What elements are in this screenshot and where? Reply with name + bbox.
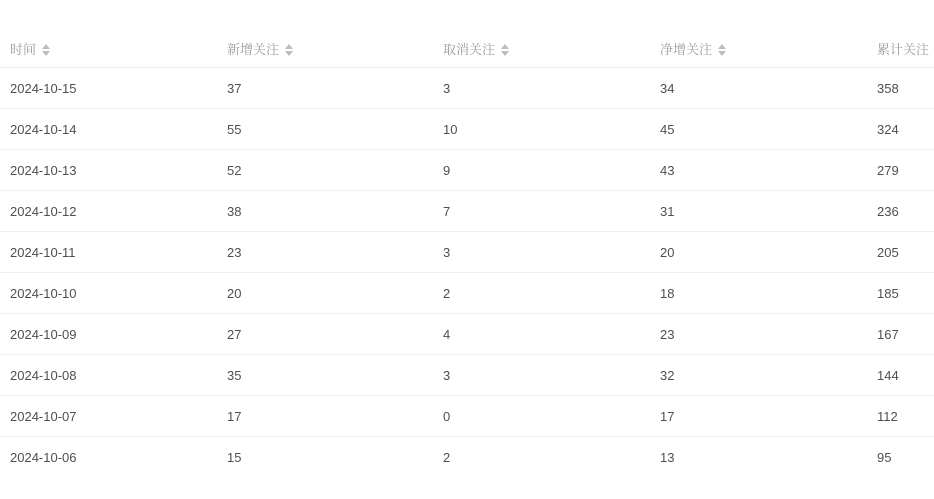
table-row <box>0 68 934 109</box>
cell-net-follows: 13 <box>660 449 675 465</box>
cell-new-follows: 23 <box>217 232 433 273</box>
cell-net-follows: 20 <box>650 232 867 273</box>
column-label: 取消关注 <box>443 41 496 57</box>
column-label: 新增关注 <box>227 41 280 57</box>
cell-net-follows: 31 <box>650 191 867 232</box>
cell-date: 2024-10-14 <box>0 109 217 150</box>
cell-net-follows: 17 <box>650 396 867 437</box>
table-row <box>0 314 934 355</box>
cell-net-follows: 18 <box>650 273 867 314</box>
column-label: 累计关注 <box>877 41 930 57</box>
caret-up-icon <box>285 44 293 49</box>
cell-new-follows: 15 <box>227 449 242 465</box>
cell-new-follows: 38 <box>217 191 433 232</box>
cell-cumulative-follows: 112 <box>867 396 934 437</box>
cell-date: 2024-10-13 <box>0 150 217 191</box>
followers-stats-table <box>0 29 934 477</box>
cell-unfollows: 9 <box>433 150 650 191</box>
table-row <box>0 109 934 150</box>
cell-unfollows: 3 <box>433 232 650 273</box>
sorter-icon[interactable] <box>42 44 50 56</box>
cell-date: 2024-10-15 <box>0 68 217 109</box>
cell-unfollows: 2 <box>443 449 451 465</box>
cell-unfollows: 10 <box>433 109 650 150</box>
table-row <box>0 232 934 273</box>
table-header-row <box>0 29 934 68</box>
cell-unfollows: 7 <box>433 191 650 232</box>
cell-cumulative-follows: 185 <box>867 273 934 314</box>
cell-cumulative-follows: 358 <box>867 68 934 109</box>
cell-net-follows: 23 <box>650 314 867 355</box>
cell-new-follows: 55 <box>217 109 433 150</box>
cell-cumulative-follows: 144 <box>867 355 934 396</box>
table-row <box>0 396 934 437</box>
cell-unfollows: 3 <box>433 68 650 109</box>
cell-cumulative-follows: 324 <box>867 109 934 150</box>
caret-up-icon <box>42 44 50 49</box>
caret-up-icon <box>718 44 726 49</box>
table-row <box>0 273 934 314</box>
table-row <box>0 150 934 191</box>
column-label: 净增关注 <box>660 41 713 57</box>
column-label: 时间 <box>10 41 37 57</box>
caret-down-icon <box>718 51 726 56</box>
cell-new-follows: 52 <box>217 150 433 191</box>
cell-date: 2024-10-12 <box>0 191 217 232</box>
cell-cumulative-follows: 167 <box>867 314 934 355</box>
cell-unfollows: 4 <box>433 314 650 355</box>
cell-cumulative-follows: 205 <box>867 232 934 273</box>
cell-net-follows: 45 <box>650 109 867 150</box>
cell-unfollows: 2 <box>433 273 650 314</box>
cell-date: 2024-10-06 <box>10 449 77 465</box>
cell-unfollows: 0 <box>433 396 650 437</box>
table-row <box>0 355 934 396</box>
caret-up-icon <box>501 44 509 49</box>
caret-down-icon <box>501 51 509 56</box>
column-header-net-follows[interactable] <box>650 29 867 68</box>
sorter-icon[interactable] <box>501 44 509 56</box>
caret-down-icon <box>42 51 50 56</box>
cell-date: 2024-10-09 <box>0 314 217 355</box>
table-row <box>0 437 934 478</box>
cell-new-follows: 35 <box>217 355 433 396</box>
cell-net-follows: 32 <box>650 355 867 396</box>
cell-new-follows: 20 <box>217 273 433 314</box>
cell-cumulative-follows: 236 <box>867 191 934 232</box>
cell-net-follows: 43 <box>650 150 867 191</box>
cell-cumulative-follows: 279 <box>867 150 934 191</box>
sorter-icon[interactable] <box>285 44 293 56</box>
cell-date: 2024-10-07 <box>0 396 217 437</box>
cell-new-follows: 27 <box>217 314 433 355</box>
cell-new-follows: 37 <box>217 68 433 109</box>
cell-date: 2024-10-11 <box>0 232 217 273</box>
table-row <box>0 191 934 232</box>
caret-down-icon <box>285 51 293 56</box>
cell-date: 2024-10-08 <box>0 355 217 396</box>
cell-new-follows: 17 <box>217 396 433 437</box>
cell-unfollows: 3 <box>433 355 650 396</box>
cell-net-follows: 34 <box>650 68 867 109</box>
column-header-unfollows[interactable] <box>433 29 650 68</box>
column-header-cumulative-follows[interactable] <box>867 29 934 68</box>
cell-date: 2024-10-10 <box>0 273 217 314</box>
cell-cumulative-follows: 95 <box>877 449 892 465</box>
column-header-new-follows[interactable] <box>217 29 433 68</box>
sorter-icon[interactable] <box>718 44 726 56</box>
column-header-date[interactable] <box>0 29 217 68</box>
